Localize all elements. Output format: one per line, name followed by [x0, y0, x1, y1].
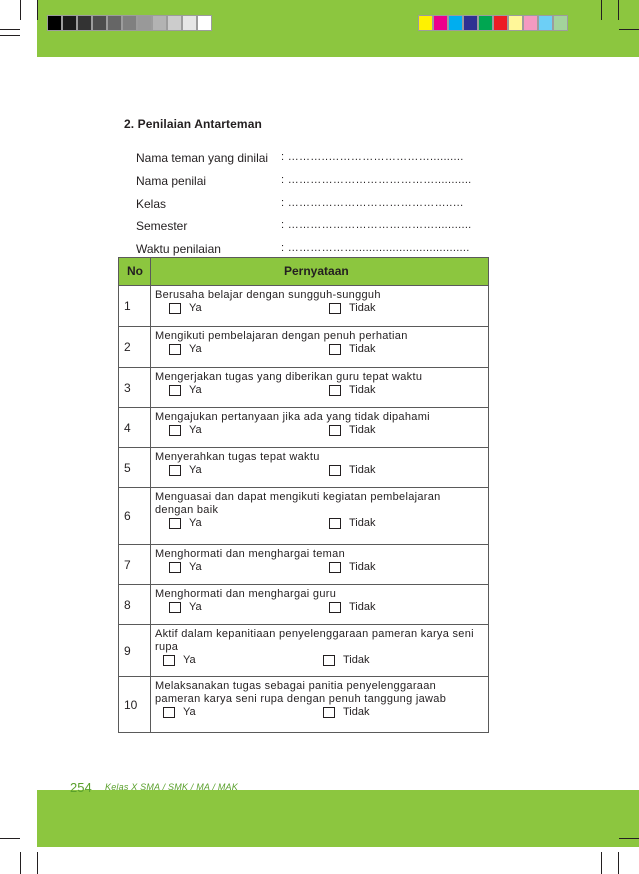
info-value-field[interactable]: : ………..……………………….......... — [281, 151, 464, 163]
answer-options — [169, 517, 469, 530]
color-swatch — [433, 15, 448, 31]
column-divider — [150, 625, 151, 676]
cmyk-color-bar — [418, 15, 568, 31]
no-label: Tidak — [349, 343, 376, 355]
header-no: No — [127, 264, 143, 278]
info-label: Semester — [136, 219, 188, 233]
option-no[interactable] — [329, 343, 376, 355]
yes-label: Ya — [183, 654, 196, 666]
no-label: Tidak — [343, 706, 370, 718]
row-number: 10 — [124, 698, 138, 712]
column-divider — [150, 368, 151, 407]
no-label: Tidak — [349, 424, 376, 436]
statement-text: Aktif dalam kepanitiaan penyelenggaraan pameran karya seni rupa — [155, 628, 474, 653]
answer-options — [169, 302, 469, 315]
yes-checkbox[interactable] — [163, 707, 175, 718]
no-label: Tidak — [349, 464, 376, 476]
option-no[interactable] — [329, 561, 376, 573]
no-label: Tidak — [349, 561, 376, 573]
crop-mark — [601, 852, 602, 874]
table-row — [119, 585, 488, 625]
info-label: Nama teman yang dinilai — [136, 151, 269, 165]
color-swatch — [478, 15, 493, 31]
book-title: Kelas X SMA / SMK / MA / MAK — [105, 782, 238, 792]
no-label: Tidak — [349, 302, 376, 314]
table-row — [119, 327, 488, 368]
no-checkbox[interactable] — [329, 465, 341, 476]
color-swatch — [197, 15, 212, 31]
answer-options — [169, 601, 469, 614]
no-checkbox[interactable] — [329, 303, 341, 314]
row-number: 8 — [124, 598, 131, 612]
option-no[interactable] — [323, 706, 370, 718]
answer-options — [169, 424, 469, 437]
column-divider — [150, 448, 151, 487]
row-number: 9 — [124, 644, 131, 658]
answer-options — [163, 706, 463, 719]
no-label: Tidak — [343, 654, 370, 666]
crop-mark — [37, 0, 38, 20]
column-divider — [150, 286, 151, 326]
no-checkbox[interactable] — [329, 344, 341, 355]
assessment-table — [118, 257, 489, 733]
option-yes[interactable] — [169, 384, 202, 396]
info-label: Nama penilai — [136, 174, 207, 188]
no-label: Tidak — [349, 384, 376, 396]
statement-text: Mengikuti pembelajaran dengan penuh perhatian — [155, 330, 408, 342]
yes-label: Ya — [189, 561, 202, 573]
column-divider — [150, 677, 151, 732]
color-swatch — [77, 15, 92, 31]
info-value-field[interactable]: : …………………………………........... — [281, 174, 472, 186]
option-no[interactable] — [329, 424, 376, 436]
no-checkbox[interactable] — [329, 562, 341, 573]
statement-text: Mengerjakan tugas yang diberikan guru tepat waktu — [155, 371, 423, 383]
section-title: 2. Penilaian Antarteman — [124, 117, 262, 131]
crop-mark — [619, 838, 639, 839]
color-swatch — [152, 15, 167, 31]
option-yes[interactable] — [169, 302, 202, 314]
crop-mark — [0, 29, 20, 30]
statement-text: Berusaha belajar dengan sungguh-sungguh — [155, 289, 381, 301]
info-value-field[interactable]: : …………………………………........... — [281, 219, 472, 231]
info-label: Kelas — [136, 197, 167, 211]
option-yes[interactable] — [169, 343, 202, 355]
info-value-field[interactable]: : ……………….................................. — [281, 242, 470, 254]
crop-mark — [619, 29, 639, 30]
row-number: 7 — [124, 558, 131, 572]
yes-checkbox[interactable] — [169, 518, 181, 529]
no-checkbox[interactable] — [323, 707, 335, 718]
color-swatch — [418, 15, 433, 31]
yes-label: Ya — [189, 517, 202, 529]
yes-checkbox[interactable] — [169, 602, 181, 613]
table-row — [119, 545, 488, 585]
statement-text: Menghormati dan menghargai guru — [155, 588, 337, 600]
answer-options — [169, 561, 469, 574]
no-label: Tidak — [349, 601, 376, 613]
crop-mark — [618, 0, 619, 20]
table-row — [119, 286, 488, 327]
yes-label: Ya — [189, 343, 202, 355]
row-number: 2 — [124, 340, 131, 354]
no-checkbox[interactable] — [323, 655, 335, 666]
table-body — [119, 286, 488, 733]
color-swatch — [553, 15, 568, 31]
bottom-green-band — [37, 790, 639, 847]
yes-label: Ya — [189, 302, 202, 314]
statement-text: Menyerahkan tugas tepat waktu — [155, 451, 320, 463]
no-checkbox[interactable] — [329, 518, 341, 529]
no-checkbox[interactable] — [329, 602, 341, 613]
no-checkbox[interactable] — [329, 385, 341, 396]
option-no[interactable] — [329, 601, 376, 613]
column-divider — [150, 545, 151, 584]
answer-options — [169, 464, 469, 477]
statement-text: Melaksanakan tugas sebagai panitia penyelenggaraan pameran karya seni rupa dengan penuh tanggung jawab — [155, 680, 447, 705]
no-checkbox[interactable] — [329, 425, 341, 436]
option-no[interactable] — [323, 654, 370, 666]
table-row — [119, 448, 488, 488]
grayscale-color-bar — [47, 15, 212, 31]
crop-mark — [618, 852, 619, 874]
yes-checkbox[interactable] — [169, 385, 181, 396]
color-swatch — [493, 15, 508, 31]
answer-options — [163, 654, 463, 667]
table-row — [119, 488, 488, 545]
yes-checkbox[interactable] — [163, 655, 175, 666]
color-swatch — [448, 15, 463, 31]
table-row — [119, 408, 488, 448]
yes-checkbox[interactable] — [169, 344, 181, 355]
table-header — [119, 257, 488, 286]
option-yes[interactable] — [169, 561, 202, 573]
info-value-field[interactable]: : ……………………………………..… — [281, 197, 464, 209]
option-no[interactable] — [329, 517, 376, 529]
header-statement: Pernyataan — [284, 264, 349, 278]
option-yes[interactable] — [169, 601, 202, 613]
yes-checkbox[interactable] — [169, 562, 181, 573]
table-row — [119, 625, 488, 677]
color-swatch — [508, 15, 523, 31]
column-divider — [150, 585, 151, 624]
color-swatch — [107, 15, 122, 31]
answer-options — [169, 343, 469, 356]
crop-mark — [0, 35, 20, 36]
row-number: 6 — [124, 509, 131, 523]
option-yes[interactable] — [169, 464, 202, 476]
option-no[interactable] — [329, 302, 376, 314]
column-divider — [150, 327, 151, 367]
row-number: 1 — [124, 299, 131, 313]
option-yes[interactable] — [163, 706, 196, 718]
yes-checkbox[interactable] — [169, 425, 181, 436]
color-swatch — [182, 15, 197, 31]
color-swatch — [538, 15, 553, 31]
yes-label: Ya — [183, 706, 196, 718]
page-number: 254 — [70, 780, 92, 795]
crop-mark — [601, 0, 602, 20]
option-yes[interactable] — [169, 517, 202, 529]
yes-checkbox[interactable] — [169, 303, 181, 314]
yes-label: Ya — [189, 601, 202, 613]
option-yes[interactable] — [163, 654, 196, 666]
column-divider — [150, 408, 151, 447]
statement-text: Mengajukan pertanyaan jika ada yang tidak dipahami — [155, 411, 430, 423]
color-swatch — [167, 15, 182, 31]
row-number: 3 — [124, 381, 131, 395]
crop-mark — [37, 852, 38, 874]
yes-label: Ya — [189, 424, 202, 436]
color-swatch — [47, 15, 62, 31]
yes-label: Ya — [189, 464, 202, 476]
option-yes[interactable] — [169, 424, 202, 436]
color-swatch — [92, 15, 107, 31]
column-divider — [150, 488, 151, 544]
crop-mark — [20, 0, 21, 20]
yes-checkbox[interactable] — [169, 465, 181, 476]
color-swatch — [122, 15, 137, 31]
color-swatch — [137, 15, 152, 31]
option-no[interactable] — [329, 464, 376, 476]
answer-options — [169, 384, 469, 397]
crop-mark — [0, 838, 20, 839]
color-swatch — [523, 15, 538, 31]
column-divider — [150, 258, 151, 285]
table-row — [119, 368, 488, 408]
yes-label: Ya — [189, 384, 202, 396]
statement-text: Menghormati dan menghargai teman — [155, 548, 345, 560]
option-no[interactable] — [329, 384, 376, 396]
color-swatch — [463, 15, 478, 31]
crop-mark — [20, 852, 21, 874]
row-number: 4 — [124, 421, 131, 435]
table-row — [119, 677, 488, 733]
row-number: 5 — [124, 461, 131, 475]
info-label: Waktu penilaian — [136, 242, 221, 256]
no-label: Tidak — [349, 517, 376, 529]
statement-text: Menguasai dan dapat mengikuti kegiatan pembelajaran dengan baik — [155, 491, 441, 516]
color-swatch — [62, 15, 77, 31]
